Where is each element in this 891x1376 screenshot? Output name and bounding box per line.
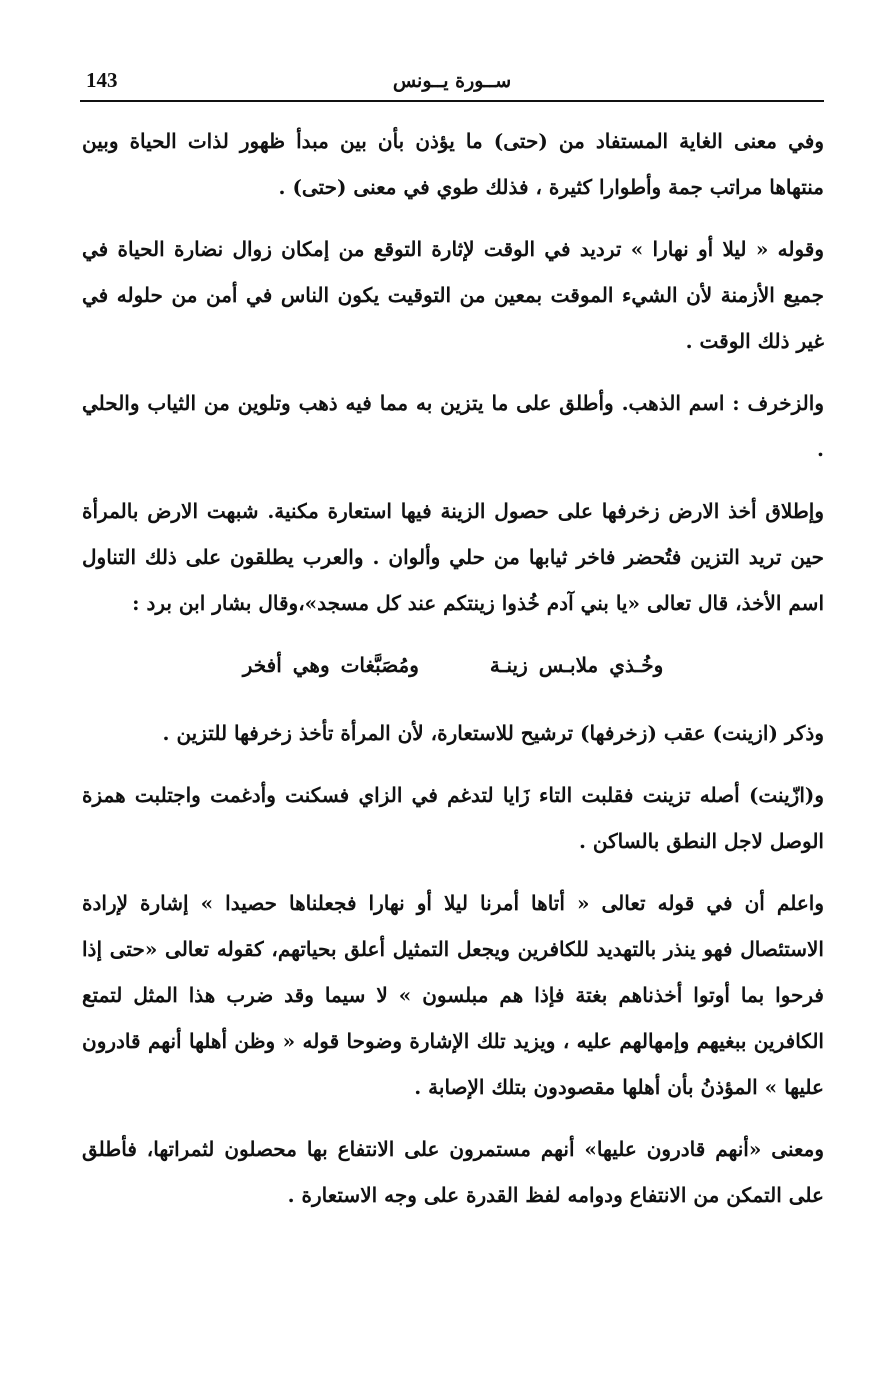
paragraph-4: وإطلاق أخذ الارض زخرفها على حصول الزينة فيها استعارة مكنية. شبهت الارض بالمرأة حين تريد التزين فتُحضر فاخر ثيابها من حلي وألوان . والعرب يطلقون على ذلك التناول اسم الأخذ، قال تعالى «يا بني آدم خُذوا زينتكم عند كل مسجد»،وقال بشار ابن برد : — [82, 499, 824, 615]
header-rule — [80, 100, 824, 102]
paragraph-6: و(ازّينت) أصله تزينت فقلبت التاء زَايا لتدغم في الزاي فسكنت وأدغمت واجتلبت همزة الوصل لاجل النطق بالساكن . — [82, 783, 824, 853]
paragraph-5: وذكر (ازينت) عقب (زخرفها) ترشيح للاستعارة، لأن المرأة تأخذ زخرفها للتزين . — [162, 721, 824, 745]
paragraph-7: واعلم أن في قوله تعالى « أتاها أمرنا ليلا أو نهارا فجعلناها حصيدا » إشارة لإرادة الاستئصال فهو ينذر بالتهديد للكافرين ويجعل التمثيل أعلق بحياتهم، كقوله تعالى «حتى إذا فرحوا بما أوتوا أخذناهم بغتة فإذا هم مبلسون » لا سيما وقد ضرب هذا المثل لتمتع الكافرين ببغيهم وإمهالهم عليه ، ويزيد تلك الإشارة وضوحا قوله « وظن أهلها أنهم قادرون عليها » المؤذنُ بأن أهلها مقصودون بتلك الإصابة . — [82, 891, 824, 1099]
poetry-verse — [82, 642, 824, 688]
running-title: ســورة يــونس — [392, 70, 512, 92]
paragraph-1: وفي معنى الغاية المستفاد من (حتى) ما يؤذن بأن بين مبدأ ظهور لذات الحياة وبين منتهاها مراتب جمة وأطوارا كثيرة ، فذلك طوي في معنى (حتى) . — [82, 129, 824, 199]
paragraph-8: ومعنى «أنهم قادرون عليها» أنهم مستمرون على الانتفاع بها محصلون لثمراتها، فأطلق على التمكن من الانتفاع ودوامه لفظ القدرة على وجه الاستعارة . — [82, 1137, 824, 1207]
page-number: 143 — [86, 68, 118, 92]
body-text — [82, 118, 824, 1234]
paragraph-2: وقوله « ليلا أو نهارا » ترديد في الوقت لإثارة التوقع من إمكان زوال نضارة الحياة في جميع الأزمنة لأن الشيء الموقت بمعين من التوقيت يكون الناس في أمن من حلوله في غير ذلك الوقت . — [82, 237, 824, 353]
verse-hemistich-2: ومُصَبَّغات وهي أفخر — [242, 653, 419, 677]
page-header — [80, 62, 824, 102]
paragraph-3: والزخرف : اسم الذهب. وأطلق على ما يتزين به مما فيه ذهب وتلوين من الثياب والحلي . — [82, 391, 824, 461]
verse-hemistich-1: وخُـذي ملابـس زينـة — [489, 653, 664, 677]
